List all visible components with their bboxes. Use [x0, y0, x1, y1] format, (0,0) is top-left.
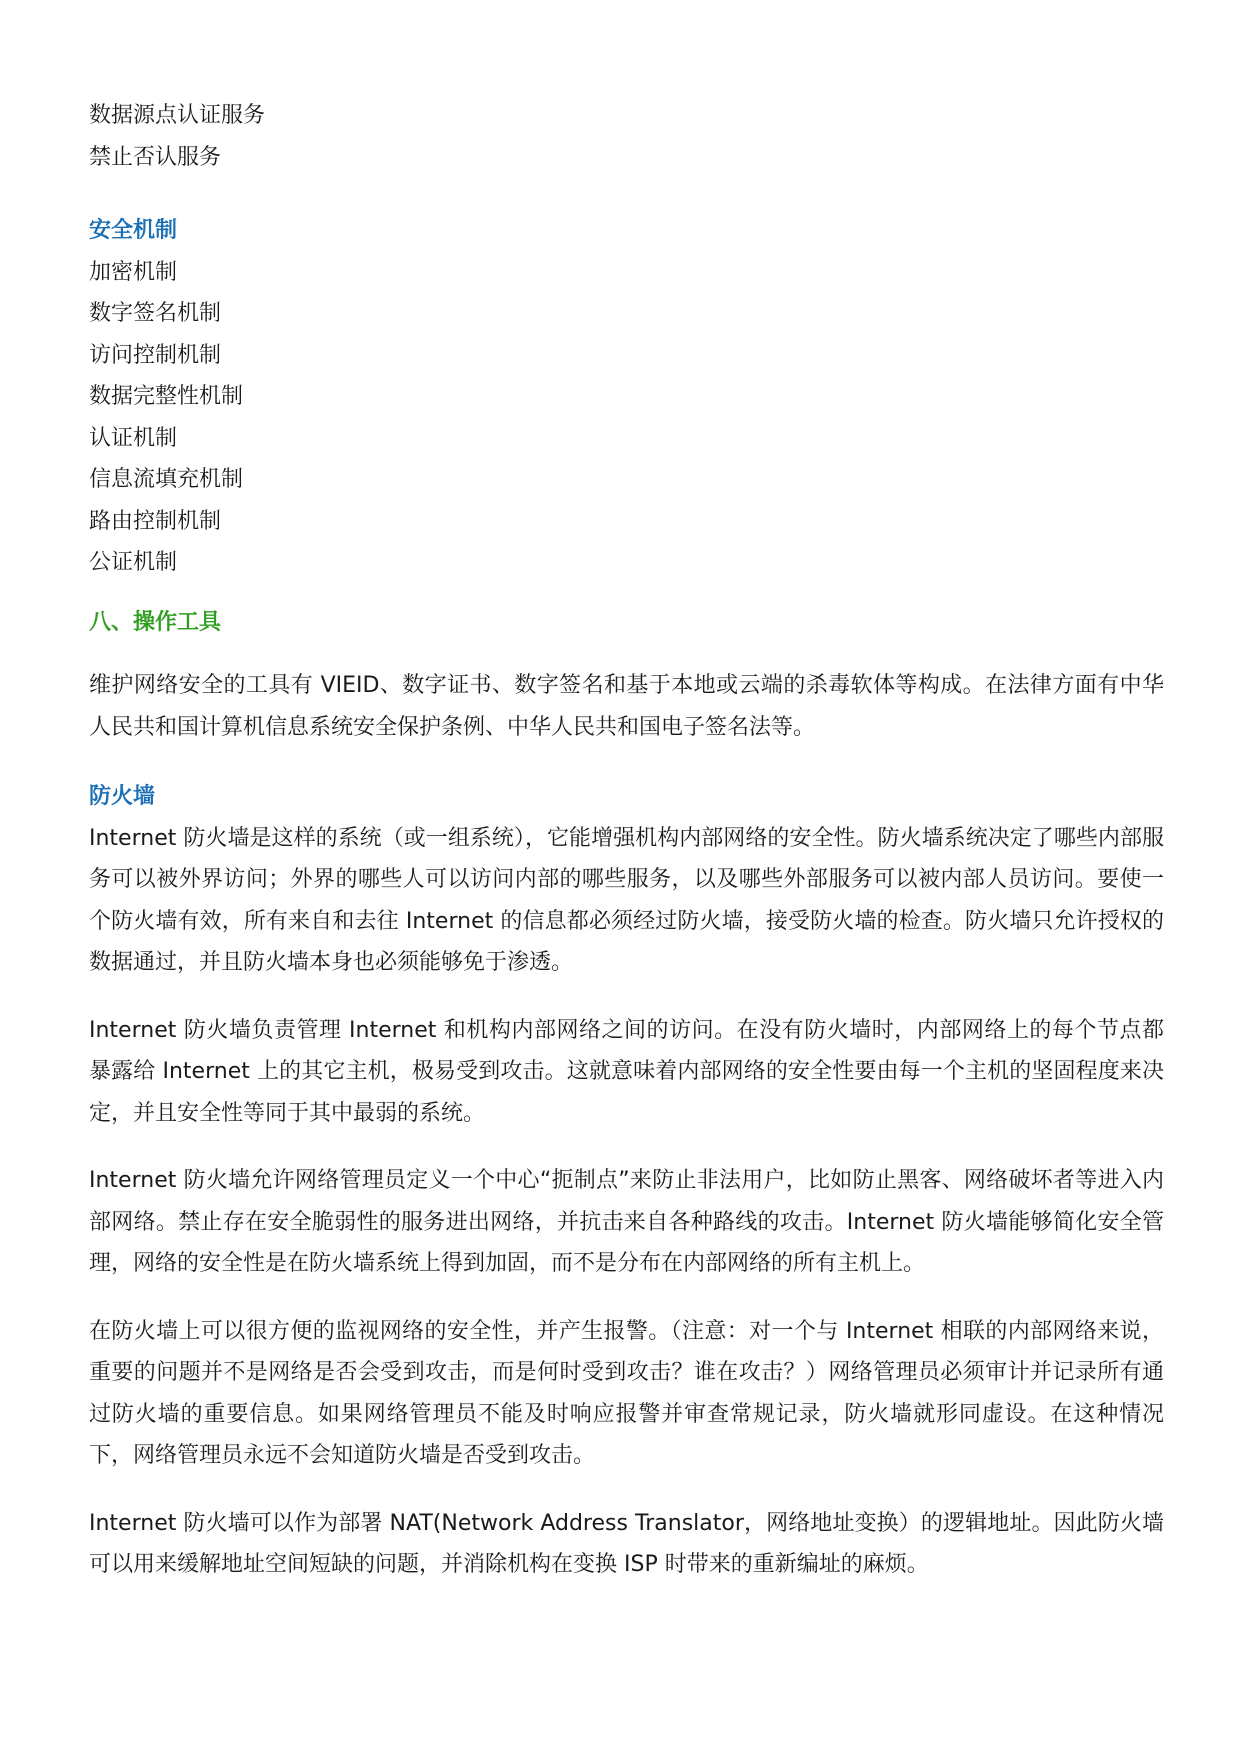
list-item: 禁止否认服务 [89, 144, 222, 170]
list-item: 信息流填充机制 [89, 467, 244, 492]
list-item: 数据源点认证服务 [89, 103, 266, 128]
paragraph-firewall-1: Internet 防火墙是这样的系统（或一组系统），它能增强机构内部网络的安全性。防火墙系统决定了哪些内部服务可以被外界访问；外界的哪些人可以访问内部的哪些服务，以及哪些外部服务可以被内部人员访问。要使一个防火墙有效，所有来自和去往 Internet 的信息都必须经过防火墙，接受防火墙的检查。防火墙只允许授权的数据通过，并且防火墙本身也必须能够免于渗透。 [89, 825, 1164, 975]
list-item: 访问控制机制 [89, 342, 222, 368]
list-item: 数据完整性机制 [89, 384, 244, 409]
document-page [89, 95, 1164, 1586]
list-item: 公证机制 [89, 550, 178, 575]
list-item: 加密机制 [89, 259, 178, 285]
heading-security-mechanisms: 安全机制 [89, 218, 178, 243]
heading-section-8: 八、操作工具 [89, 609, 222, 635]
paragraph-firewall-2: Internet 防火墙负责管理 Internet 和机构内部网络之间的访问。在没有防火墙时，内部网络上的每个节点都暴露给 Internet 上的其它主机，极易受到攻击。这就意味着内部网络的安全性要由每一个主机的坚固程度来决定，并且安全性等同于其中最弱的系统。 [89, 1017, 1164, 1126]
list-item: 认证机制 [89, 425, 178, 451]
paragraph-firewall-5: Internet 防火墙可以作为部署 NAT(Network Address Translator，网络地址变换）的逻辑地址。因此防火墙可以用来缓解地址空间短缺的问题，并消除机构在变换 ISP 时带来的重新编址的麻烦。 [89, 1510, 1164, 1577]
list-item: 路由控制机制 [89, 508, 222, 534]
paragraph-firewall-4: 在防火墙上可以很方便的监视网络的安全性，并产生报警。（注意：对一个与 Internet 相联的内部网络来说，重要的问题并不是网络是否会受到攻击，而是何时受到攻击？谁在攻击？）网络管理员必须审计并记录所有通过防火墙的重要信息。如果网络管理员不能及时响应报警并审查常规记录，防火墙就形同虚设。在这种情况下，网络管理员永远不会知道防火墙是否受到攻击。 [89, 1318, 1164, 1468]
paragraph-tools: 维护网络安全的工具有 VIEID、数字证书、数字签名和基于本地或云端的杀毒软体等构成。在法律方面有中华人民共和国计算机信息系统安全保护条例、中华人民共和国电子签名法等。 [89, 673, 1164, 740]
paragraph-firewall-3: Internet 防火墙允许网络管理员定义一个中心“扼制点”来防止非法用户，比如防止黑客、网络破坏者等进入内部网络。禁止存在安全脆弱性的服务进出网络，并抗击来自各种路线的攻击。Internet 防火墙能够简化安全管理，网络的安全性是在防火墙系统上得到加固，而不是分布在内部网络的所有主机上。 [89, 1168, 1164, 1276]
heading-firewall: 防火墙 [89, 784, 156, 809]
list-item: 数字签名机制 [89, 301, 222, 326]
